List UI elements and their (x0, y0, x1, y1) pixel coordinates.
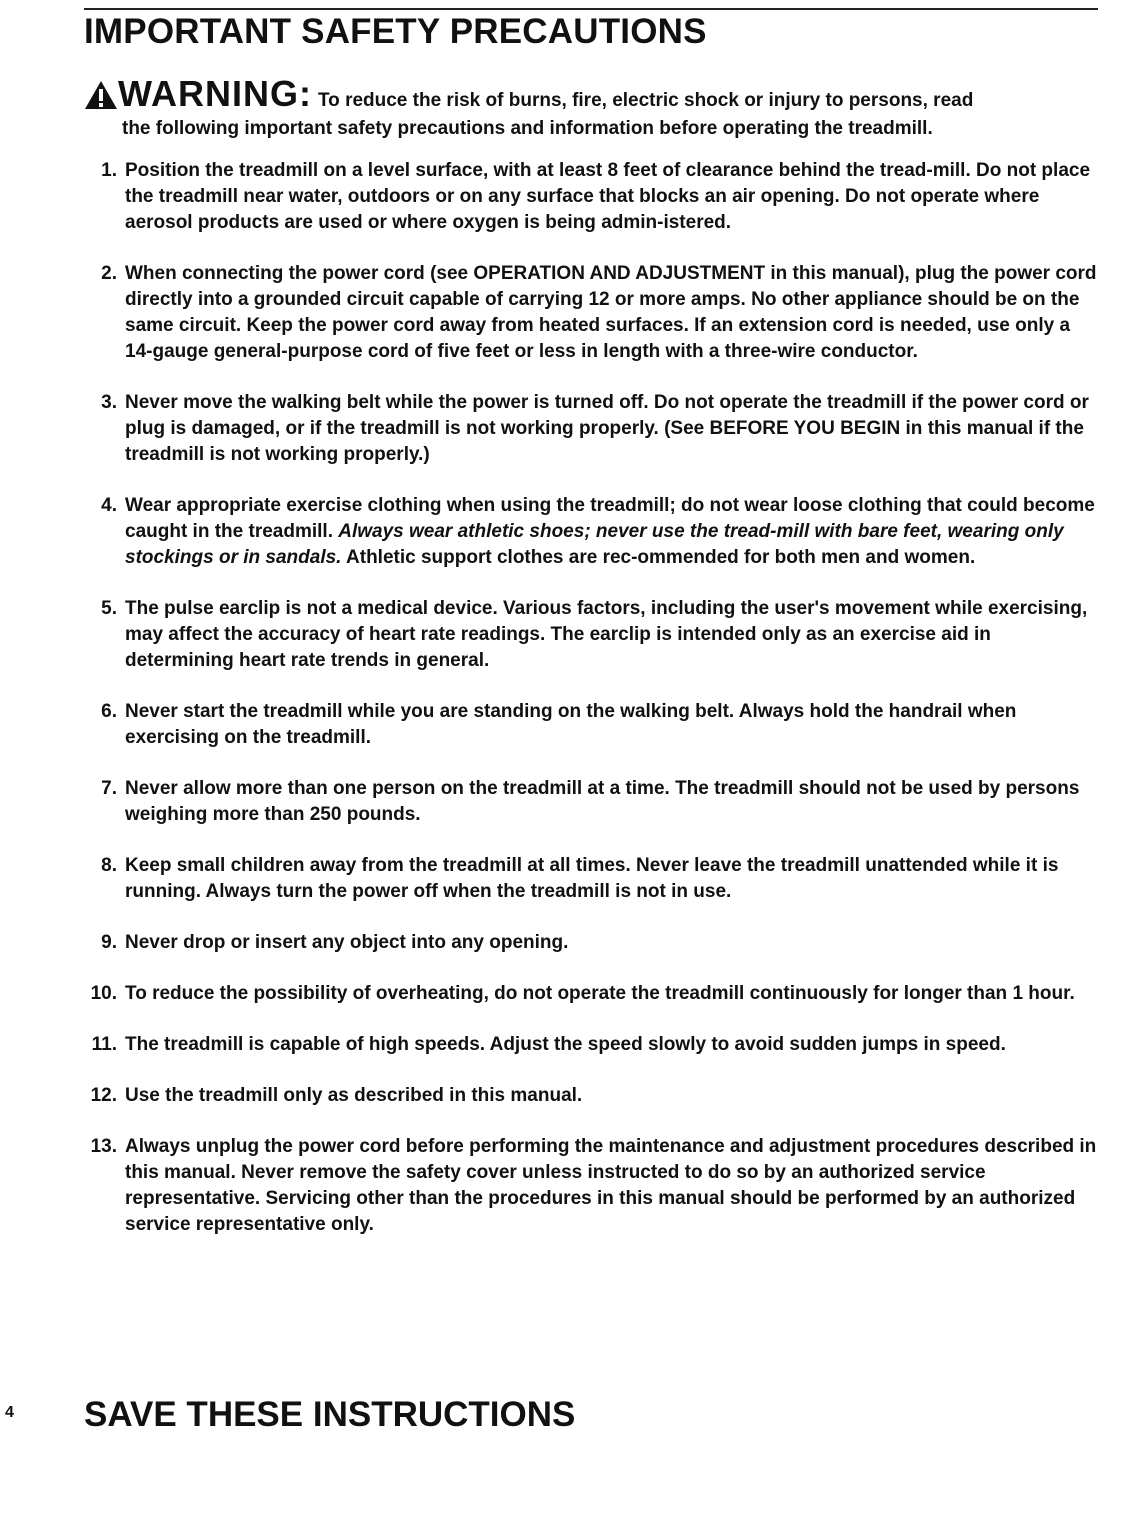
item-text: Position the treadmill on a level surface, with at least 8 feet of clearance behind the tread-mill. Do not place the treadmill near water, outdoors or on any surface that blocks an air opening. Do not operate where aerosol products are used or where oxygen is being admin-istered. (125, 160, 1091, 233)
list-item (84, 261, 1098, 365)
list-item (84, 390, 1098, 468)
item-number: 1. (101, 160, 117, 181)
warning-first-line (84, 73, 1094, 115)
item-number: 4. (101, 495, 117, 516)
item-number: 5. (101, 598, 117, 619)
warning-label: WARNING: (118, 73, 312, 114)
list-item (84, 699, 1098, 751)
list-item (84, 1083, 1098, 1109)
item-number: 3. (101, 392, 117, 413)
list-item (84, 930, 1098, 956)
item-text: Never move the walking belt while the power is turned off. Do not operate the treadmill if the power cord or plug is damaged, or if the treadmill is not working properly. (See BEFORE YOU BEGIN in this manual if the treadmill is not working properly.) (125, 392, 1089, 465)
item-text: Always unplug the power cord before performing the maintenance and adjustment procedures described in this manual. Never remove the safety cover unless instructed to do so by an authorized service representative. Servicing other than the procedures in this manual should be performed by an authorized service representative only. (125, 1136, 1097, 1235)
warning-text-line2: the following important safety precautions and information before operating the treadmill. (122, 118, 933, 139)
precautions-list (84, 158, 1098, 1263)
footer-title: SAVE THESE INSTRUCTIONS (84, 1395, 576, 1434)
item-text: Use the treadmill only as described in this manual. (125, 1085, 583, 1106)
item-text: To reduce the possibility of overheating, do not operate the treadmill continuously for longer than 1 hour. (125, 983, 1075, 1004)
list-item (84, 1134, 1098, 1238)
item-number: 13. (90, 1136, 117, 1157)
item-number: 2. (101, 263, 117, 284)
item-text-italic: Always wear athletic shoes; never use the tread-mill with bare feet, wearing only stockings or in sandals. (125, 521, 1064, 568)
item-text: Athletic support clothes are rec-ommended for both men and women. (346, 547, 976, 568)
item-text: Wear appropriate exercise clothing when using the treadmill; do not wear loose clothing that could become caught in the treadmill. (125, 495, 1095, 542)
list-item (84, 776, 1098, 828)
item-number: 8. (101, 855, 117, 876)
list-item (84, 853, 1098, 905)
list-item (84, 596, 1098, 674)
item-text: Never allow more than one person on the treadmill at a time. The treadmill should not be used by persons weighing more than 250 pounds. (125, 778, 1080, 825)
item-text: The pulse earclip is not a medical device. Various factors, including the user's movement while exercising, may affect the accuracy of heart rate readings. The earclip is intended only as an exercise aid in determining heart rate trends in general. (125, 598, 1088, 671)
item-number: 12. (90, 1085, 117, 1106)
list-item (84, 158, 1098, 236)
top-rule (84, 8, 1098, 10)
list-item (84, 981, 1098, 1007)
page-number: 4 (5, 1404, 14, 1421)
item-text: When connecting the power cord (see OPERATION AND ADJUSTMENT in this manual), plug the power cord directly into a grounded circuit capable of carrying 12 or more amps. No other appliance should be on the same circuit. Keep the power cord away from heated surfaces. If an extension cord is needed, use only a 14-gauge general-purpose cord of five feet or less in length with a three-wire conductor. (125, 263, 1097, 362)
item-number: 10. (90, 983, 117, 1004)
item-text: The treadmill is capable of high speeds. Adjust the speed slowly to avoid sudden jumps in speed. (125, 1034, 1006, 1055)
list-item (84, 1032, 1098, 1058)
warning-triangle-icon (84, 80, 118, 110)
item-text: Never drop or insert any object into any opening. (125, 932, 569, 953)
warning-block (84, 73, 1094, 143)
item-number: 7. (101, 778, 117, 799)
page-title: IMPORTANT SAFETY PRECAUTIONS (84, 12, 707, 51)
list-item (84, 493, 1098, 571)
warning-text-line1: To reduce the risk of burns, fire, electric shock or injury to persons, read (317, 90, 974, 111)
item-text: Keep small children away from the treadmill at all times. Never leave the treadmill unattended while it is running. Always turn the power off when the treadmill is not in use. (125, 855, 1059, 902)
item-number: 9. (101, 932, 117, 953)
item-number: 11. (91, 1034, 117, 1055)
item-text: Never start the treadmill while you are standing on the walking belt. Always hold the handrail when exercising on the treadmill. (125, 701, 1017, 748)
item-number: 6. (101, 701, 117, 722)
